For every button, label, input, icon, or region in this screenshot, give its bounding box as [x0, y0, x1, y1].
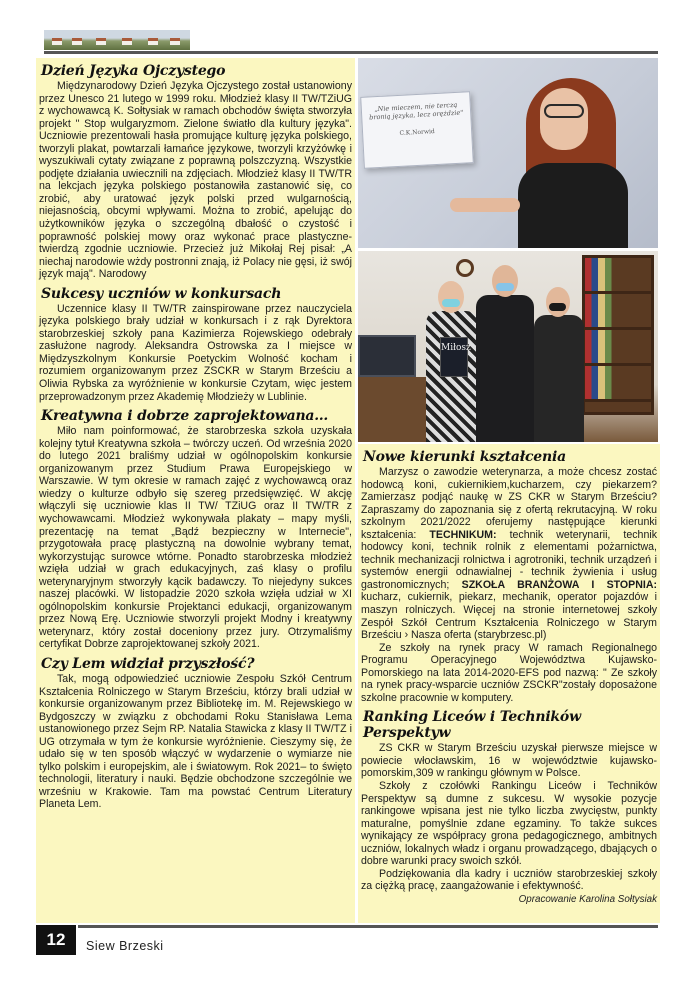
article-body: Marzysz o zawodzie weterynarza, a może chcesz zostać hodowcą koni, cukiernikiem,kucharzem, czy piekarzem? Zamierzasz podjąć naukę w ZS CKR w Starym Brześciu? Zapraszamy do zapoznania się z ofertą rekrutacyjną. W roku szkolnym 2021/2022 oferujemy następujące kierunki kształcenia: TECHNIKUM: technik weterynarii, technik hodowcy koni, technik rolnik z elementami pożarnictwa, technik mechanizacji rolnictwa i agrotroniki, technik urządzeń i systemów energii odnawialnej - technik żywienia i usług gastronomicznych; SZKOŁA BRANŻOWA I STOPNIA: kucharz, cukiernik, piekarz, mechanik, operator pojazdów i maszyn rolniczych. Więcej na stronie internetowej szkoły Zespół Szkół Centrum Kształcenia Rolniczego w Starym Brześciu › Nasza oferta (starybrzesc.pl) — [361, 466, 658, 642]
article-body: Uczennice klasy II TW/TR zainspirowane przez nauczyciela języka polskiego brały udział w konkursach i z rąk Dyrektora starobrzeskiej szkoły pana Kazimierza Rojewskiego odebrały zasłużone nagrody. Aleksandra Ostrowska za I miejsce w Międzyszkolnym Konkursie Poetyckim Wolność kocham i rozumiem organizowanym przez ZSCKR w Starym Brześciu a Oliwia Rybska za wyróżnienie w konkursie Czytam, więc jestem przeprowadzonym przez Akademię Młodzieży w Lublinie. — [39, 302, 352, 403]
article-body: Szkoły z czołówki Rankingu Liceów i Techników Perspektyw są dumne z sukcesu. W wysokie pozycje rankingowe wpisana jest nie tylko liczba zwycięstw, punkty maturalne, pomyślnie zdane egzaminy. To także sukces wynikający ze współpracy grona pedagogicznego, ambitnych uczniów, lokalnych władz i organu prowadzącego, dbających o dobre warunki pracy swoich szkół. — [361, 780, 657, 868]
article-body: Ze szkoły na rynek pracy W ramach Regionalnego Programu Operacyjnego Województwa Kujawsko-Pomorskiego na lata 2014-2020-EFS pod nazwą: " Ze szkoły na rynek pracy-wsparcie uczniów ZSCKR"zostały doposażone szkolne pracownie w komputery. — [361, 641, 657, 704]
article-title: Ranking Liceów i Techników Perspektyw — [363, 709, 581, 742]
right-column — [358, 444, 660, 923]
quote-plaque — [360, 91, 474, 169]
author-signature: Opracowanie Karolina Sołtysiak — [518, 893, 657, 905]
photo-girl-with-plaque — [358, 58, 658, 248]
page-number: 12 — [36, 925, 76, 955]
article-title: Czy Lem widział przyszłość? — [41, 655, 255, 672]
article-title: Kreatywna i dobrze zaprojektowana… — [41, 408, 329, 425]
left-column — [36, 58, 355, 923]
article-title: Dzień Języka Ojczystego — [41, 63, 226, 79]
article-title: Nowe kierunki kształcenia — [363, 449, 566, 465]
book-prop: Miłosz — [440, 337, 468, 377]
photo-award-ceremony — [358, 251, 658, 442]
header-village-photo — [44, 30, 190, 50]
article-body: Miło nam poinformować, że starobrzeska szkoła uzyskała kolejny tytuł Kreatywna szkoła – twórczy uczeń. Od września 2020 do lutego 2021 braliśmy udział w ogólnopolskim konkursie organizowanym przez Studium Prawa Europejskiego w Warszawie. W tym okresie w ramach zajęć z wychowawcą oraz wiedzy o kulturze odbyło się szereg przedsięwzięć. W akcję włączyli się uczniowie klas II TW/ TZiUG oraz II TW/TR z wychowawcami. Młodzież wykonywała plakaty – mapy myśli, prezentację na temat „Bądź bezpieczny w Internecie", przygotowała pracę plastyczną na dowolnie wybrany temat, wykorzystując surowce wtórne. Ponadto starobrzeska młodzież wzięła udział w grach edukacyjnych, zaś klasy o profilu weterynaryjnym stworzyły kącik badawczy. To niejedyny sukces naszej placówki. W listopadzie 2020 szkoła wzięła udział w XI ogólnopolskim konkursie Projektanci edukacji, organizowanym przez Nową Erę. Uczniowie stworzyli projekt Modny i kreatywny weterynarz, który został doceniony przez jury. Otrzymaliśmy certyfikat Dobrze zaprojektowanej szkoły 2021. — [39, 425, 352, 651]
article-body: ZS CKR w Starym Brześciu uzyskał pierwsze miejsce w powiecie włocławskim, 16 w województwie kujawsko-pomorskim,309 w rankingu głównym w Polsce. — [361, 742, 657, 780]
header-rule — [44, 51, 658, 54]
article-title: Sukcesy uczniów w konkursach — [41, 285, 282, 302]
publication-name: Siew Brzeski — [86, 939, 164, 953]
article-body: Tak, mogą odpowiedzieć uczniowie Zespołu Szkół Centrum Kształcenia Rolniczego w Starym Brześciu, którzy brali udział w konkursie organizowanym przez Bibliotekę im. M. Rejewskiego w Bydgoszczy w związku z obchodami Roku Stanisława Lema ustanowionego przez Sejm RP. Natalia Stawicka z klasy II TW/TZ i UG otrzymała w tym że konkursie wyróżnienie. Cieszymy się, że udało się w ten sposób włączyć w wydarzenie o wymiarze nie tylko polskim i europejskim, ale i światowym. Rok 2021– to święto technologii, literatury i nauki. Będzie obchodzone szczególnie we wrześniu w Krakowie. Tam ma powstać Centrum Literatury Planeta Lem. — [39, 672, 352, 811]
plaque-quote: „Nie mieczem, nie terczą bronią języka, lecz orężdzie" — [368, 100, 464, 122]
article-body: Podziękowania dla kadry i uczniów starobrzeskiej szkoły za ciężką pracę, zaangażowanie i efektywność. — [361, 867, 657, 893]
article-body: Międzynarodowy Dzień Języka Ojczystego został ustanowiony przez Unesco 21 lutego w 1999 roku. Młodzież klasy II TW/TZiUG z wychowawcą K. Sołtysiak w ramach obchodów święta stworzyła projekt " Stop wulgaryzmom. Zielone światło dla kultury języka". Uczniowie prezentowali hasła promujące kulturę języka polskiego, tworzyli plakat, powtarzali łamańce językowe, tworzyli krzyżówkę i wyszukiwali cytaty związane z poprawną polszczyzną. Wszystkie podjęte działania uwiecznili na zdjęciach. Młodzież klasy II TW/TR na lekcjach języka polskiego postanowiła zastanowić się, co zrobić, aby uratować język polski przed wulgarnością, niejasnością, obcymi wpływami. Można to zrobić, apelując do użytkowników języka o szczególną dbałość o czystość i poprawność polskiej mowy oraz wykonać prace plastyczne- twierdzą zgodnie uczniowie. Przecież już Mikołaj Rej pisał: „A niechaj narodowie wżdy postronni znają, iż Polacy nie gęsi, iż swój język mają". Narodowy — [39, 80, 352, 281]
plaque-author: C.K.Norwid — [399, 128, 435, 137]
footer-rule — [78, 925, 658, 928]
